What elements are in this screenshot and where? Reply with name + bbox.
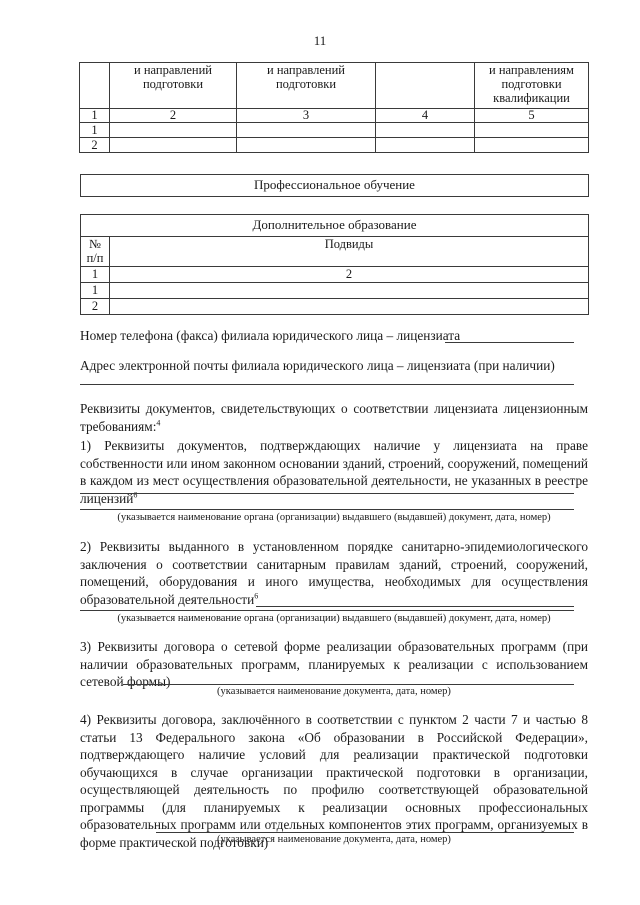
row-number: 1 xyxy=(80,123,110,138)
column-number-row xyxy=(80,109,589,123)
number-header: № п/п xyxy=(81,237,110,267)
table-cell[interactable] xyxy=(237,123,376,138)
header-cell xyxy=(376,63,475,109)
page-number: 11 xyxy=(313,33,327,48)
phone-label: Номер телефона (факса) филиала юридического лица – лицензиата xyxy=(80,328,461,343)
email-label: Адрес электронной почты филиала юридического лица – лицензиата (при наличии) xyxy=(80,358,555,373)
table-cell[interactable] xyxy=(376,138,475,153)
column-number: 2 xyxy=(110,267,589,283)
column-number: 1 xyxy=(80,109,110,123)
item3-input-line[interactable] xyxy=(123,684,574,685)
table-cell[interactable] xyxy=(475,138,589,153)
additional-education-table xyxy=(80,214,589,315)
table-header-row xyxy=(80,63,589,109)
table-cell[interactable] xyxy=(475,123,589,138)
header-cell: и направлений подготовки xyxy=(110,63,237,109)
header-cell: и направлениям подготовки квалификации xyxy=(475,63,589,109)
item1-input-line[interactable] xyxy=(80,493,574,494)
column-number: 5 xyxy=(475,109,589,123)
email-input-line[interactable] xyxy=(80,384,574,385)
row-number: 1 xyxy=(81,283,110,299)
row-number: 2 xyxy=(81,299,110,315)
footnote-marker: 4 xyxy=(156,418,161,428)
footnote-marker: 6 xyxy=(254,591,259,601)
column-number-row xyxy=(81,267,589,283)
requisites-item-1: 1) Реквизиты документов, подтверждающих наличие у лицензиата на праве собственности или ином законном основании зданий, строений, сооружений, помещений в каждом из мест осуществления образовательной деятельности, не указанных в реестре лицензий$^6$ xyxy=(80,438,588,506)
subtypes-header: Подвиды xyxy=(110,237,589,267)
table-cell[interactable] xyxy=(110,138,237,153)
table-cell[interactable] xyxy=(376,123,475,138)
column-number: 3 xyxy=(237,109,376,123)
table-title: Дополнительное образование xyxy=(81,215,589,237)
item1-caption: (указывается наименование органа (организации) выдавшего (выдавшей) документ, дата, номер) xyxy=(117,512,551,523)
table-cell[interactable] xyxy=(237,138,376,153)
table-cell[interactable] xyxy=(110,299,589,315)
table-cell[interactable] xyxy=(110,123,237,138)
column-number: 4 xyxy=(376,109,475,123)
table-cell[interactable] xyxy=(110,283,589,299)
requisites-item-3: 3) Реквизиты договора о сетевой форме реализации образовательных программ (при наличии образовательных программ, планируемых к реализации с использованием сетевой формы) xyxy=(80,639,588,689)
table-row xyxy=(80,123,589,138)
item2-input-line-2[interactable] xyxy=(80,610,574,611)
professional-training-section: Профессиональное обучение xyxy=(80,174,589,197)
table-header-row xyxy=(81,237,589,267)
item1-input-line-2[interactable] xyxy=(80,509,574,510)
requisites-item-4: 4) Реквизиты договора, заключённого в соответствии с пунктом 2 части 7 и частью 8 статьи 13 Федерального закона «Об образовании в Российской Федерации», подтверждающего наличие условий для реализации практической подготовки обучающихся в случае организации практической подготовки в организации, осуществляющей деятельность по профилю соответствующей образовательной программы (для планируемых к реализации основных профессиональных образовательных программ или отдельных компонентов этих программ, организуемых в форме практической подготовки) xyxy=(80,712,588,850)
item2-caption: (указывается наименование органа (организации) выдавшего (выдавшей) документ, дата, номер) xyxy=(117,613,551,624)
item4-input-line[interactable] xyxy=(156,832,574,833)
header-cell: и направлений подготовки xyxy=(237,63,376,109)
programs-table xyxy=(79,62,589,153)
column-number: 2 xyxy=(110,109,237,123)
item2-input-line[interactable] xyxy=(256,606,574,607)
item4-caption: (указывается наименование документа, дата, номер) xyxy=(217,834,451,845)
requisites-intro: Реквизиты документов, свидетельствующих о соответствии лицензиата лицензионным требованиям:$^4$ xyxy=(80,401,588,434)
item3-caption: (указывается наименование документа, дата, номер) xyxy=(217,686,451,697)
footnote-marker: 6 xyxy=(133,490,138,500)
phone-input-line[interactable] xyxy=(445,342,574,343)
table-row xyxy=(81,283,589,299)
table-row xyxy=(80,138,589,153)
column-number: 1 xyxy=(81,267,110,283)
table-row xyxy=(81,299,589,315)
row-number: 2 xyxy=(80,138,110,153)
header-cell xyxy=(80,63,110,109)
requisites-item-2: 2) Реквизиты выданного в установленном порядке санитарно-эпидемиологического заключения о соответствии санитарным правилам зданий, строений, сооружений, помещений, оборудования и иного имущества, необходимых для осуществления образовательной деятельности$^6$ xyxy=(80,539,588,607)
